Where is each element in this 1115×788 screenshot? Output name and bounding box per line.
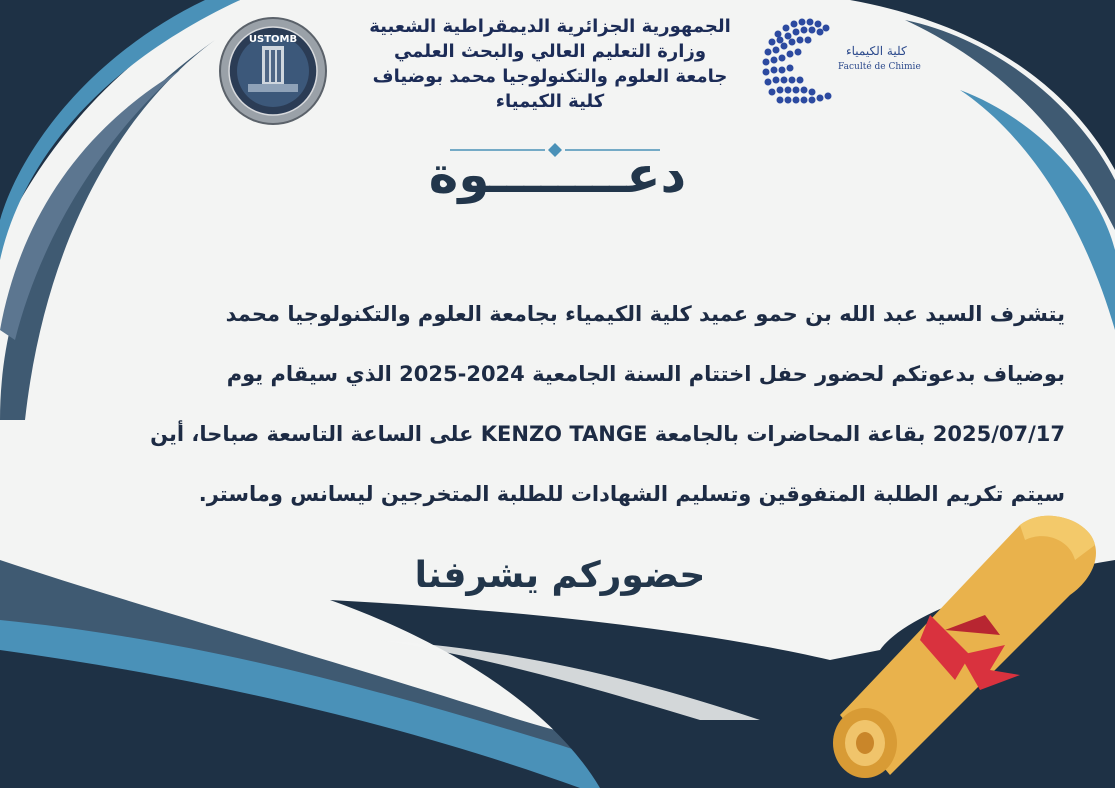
body-line-2: بوضياف بدعوتكم لحضور حفل اختتام السنة الجامعية 2024-2025 الذي سيقام يوم <box>226 362 1065 386</box>
closing-phrase: حضوركم يشرفنا <box>414 555 706 596</box>
body-line-4: سيتم تكريم الطلبة المتفوقين وتسليم الشهادات للطلبة المتخرجين ليسانس وماستر. <box>198 482 1065 506</box>
institution-header <box>340 14 760 114</box>
body-line-3: 2025/07/17 بقاعة المحاضرات بالجامعة KENZO TANGE على الساعة التاسعة صباحا، أين <box>150 422 1065 446</box>
faculty-name-arabic: كلية الكيمياء <box>846 44 907 58</box>
header-line-republic: الجمهورية الجزائرية الديمقراطية الشعبية <box>369 16 731 37</box>
svg-text:USTOMB: USTOMB <box>248 34 298 45</box>
body-line-1: يتشرف السيد عبد الله بن حمو عميد كلية الكيمياء بجامعة العلوم والتكنولوجيا محمد <box>225 302 1065 326</box>
header-line-university: جامعة العلوم والتكنولوجيا محمد بوضياف <box>372 66 728 87</box>
page-title: دعــــــــوة <box>428 146 687 204</box>
header-line-ministry: وزارة التعليم العالي والبحث العلمي <box>393 41 707 62</box>
header-line-faculty: كلية الكيمياء <box>495 91 605 112</box>
university-seal-icon <box>218 16 328 126</box>
diploma-scroll-icon <box>820 505 1110 785</box>
faculty-name-french: Faculté de Chimie <box>838 62 921 72</box>
invitation-body <box>95 286 1065 526</box>
